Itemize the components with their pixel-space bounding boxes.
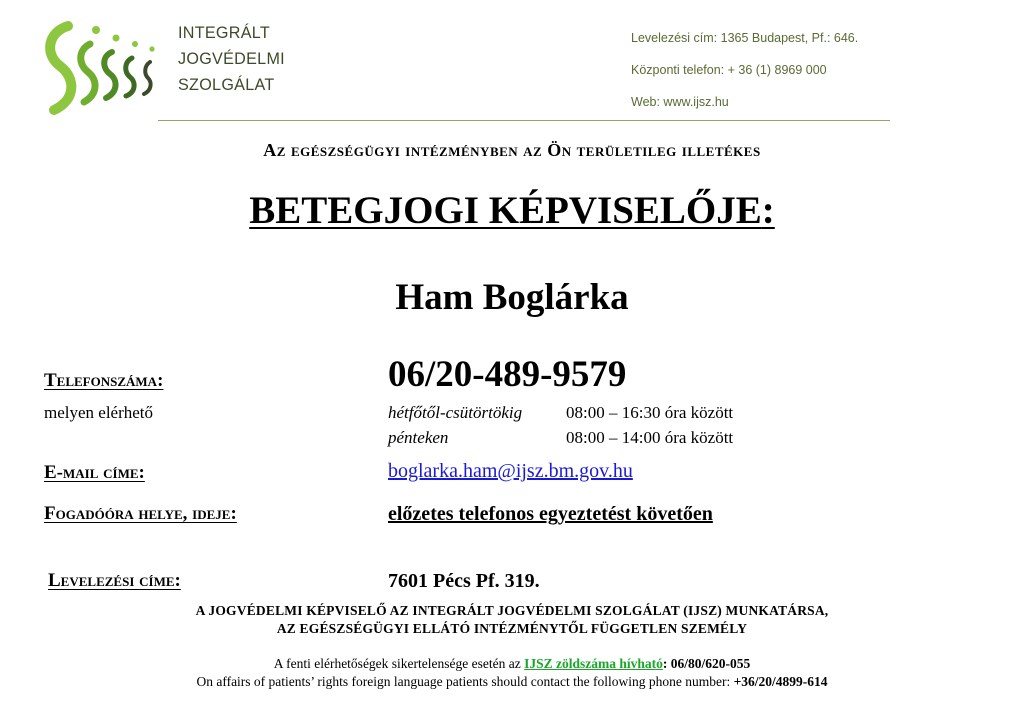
hours-row: [388, 428, 733, 448]
hours-time: 08:00 – 14:00 óra között: [566, 428, 734, 447]
hours-time: 08:00 – 16:30 óra között: [566, 403, 734, 422]
subtitle: Az egészségügyi intézményben az Ön területileg illetékes: [263, 140, 761, 160]
central-phone: Központi telefon: + 36 (1) 8969 000: [631, 63, 827, 77]
footer: [0, 655, 1024, 691]
footer-line-1-text: A fenti elérhetőségek sikertelensége esetén az: [273, 656, 525, 671]
website-link[interactable]: Web: www.ijsz.hu: [631, 95, 729, 109]
footer-line-2-text: On affairs of patients’ rights foreign language patients should contact the following phone number:: [196, 674, 734, 689]
mailing-address: 7601 Pécs Pf. 319.: [388, 570, 540, 592]
representative-name: Ham Boglárka: [395, 277, 629, 318]
organization-name: [178, 20, 285, 98]
footer-line-2: [0, 673, 1024, 691]
hours-row: [388, 403, 733, 423]
contact-block: [631, 22, 858, 118]
email-label: E-mail címe:: [44, 462, 145, 483]
ijsz-logo: [40, 14, 170, 124]
org-line-3: SZOLGÁLAT: [178, 75, 275, 94]
hours-day: hétfőtől-csütörtökig: [388, 403, 523, 422]
header-divider: [158, 120, 890, 121]
office-hours-label: Fogadóóra helye, ideje:: [44, 503, 237, 524]
notice-line-2: AZ EGÉSZSÉGÜGYI ELLÁTÓ INTÉZMÉNYTŐL FÜGGETLEN SZEMÉLY: [276, 621, 748, 636]
notice-line-1: A JOGVÉDELMI KÉPVISELŐ AZ INTEGRÁLT JOGVÉDELMI SZOLGÁLAT (IJSZ) MUNKATÁRSA,: [195, 603, 829, 618]
footer-line-1: [0, 655, 1024, 673]
independence-notice: [0, 602, 1024, 638]
reachable-label: melyen elérhető: [44, 403, 154, 422]
page-title: [0, 188, 1024, 233]
foreign-language-number: +36/20/4899-614: [733, 674, 828, 689]
page-title-colon: :: [761, 189, 775, 232]
hours-day: pénteken: [388, 428, 449, 447]
phone-label: Telefonszáma:: [44, 370, 164, 391]
mailing-label: Levelezési címe:: [48, 570, 181, 591]
green-number-link[interactable]: IJSZ zöldszáma hívható: [524, 656, 663, 671]
org-line-2: JOGVÉDELMI: [178, 49, 285, 68]
page-title-text: BETEGJOGI KÉPVISELŐJE: [249, 189, 762, 232]
email-link[interactable]: boglarka.ham@ijsz.bm.gov.hu: [388, 460, 633, 482]
green-number: : 06/80/620-055: [662, 656, 751, 671]
org-line-1: INTEGRÁLT: [178, 23, 271, 42]
phone-number[interactable]: 06/20-489-9579: [388, 354, 627, 395]
mail-address: Levelezési cím: 1365 Budapest, Pf.: 646.: [631, 31, 859, 45]
office-hours-value: előzetes telefonos egyeztetést követően: [388, 503, 713, 525]
